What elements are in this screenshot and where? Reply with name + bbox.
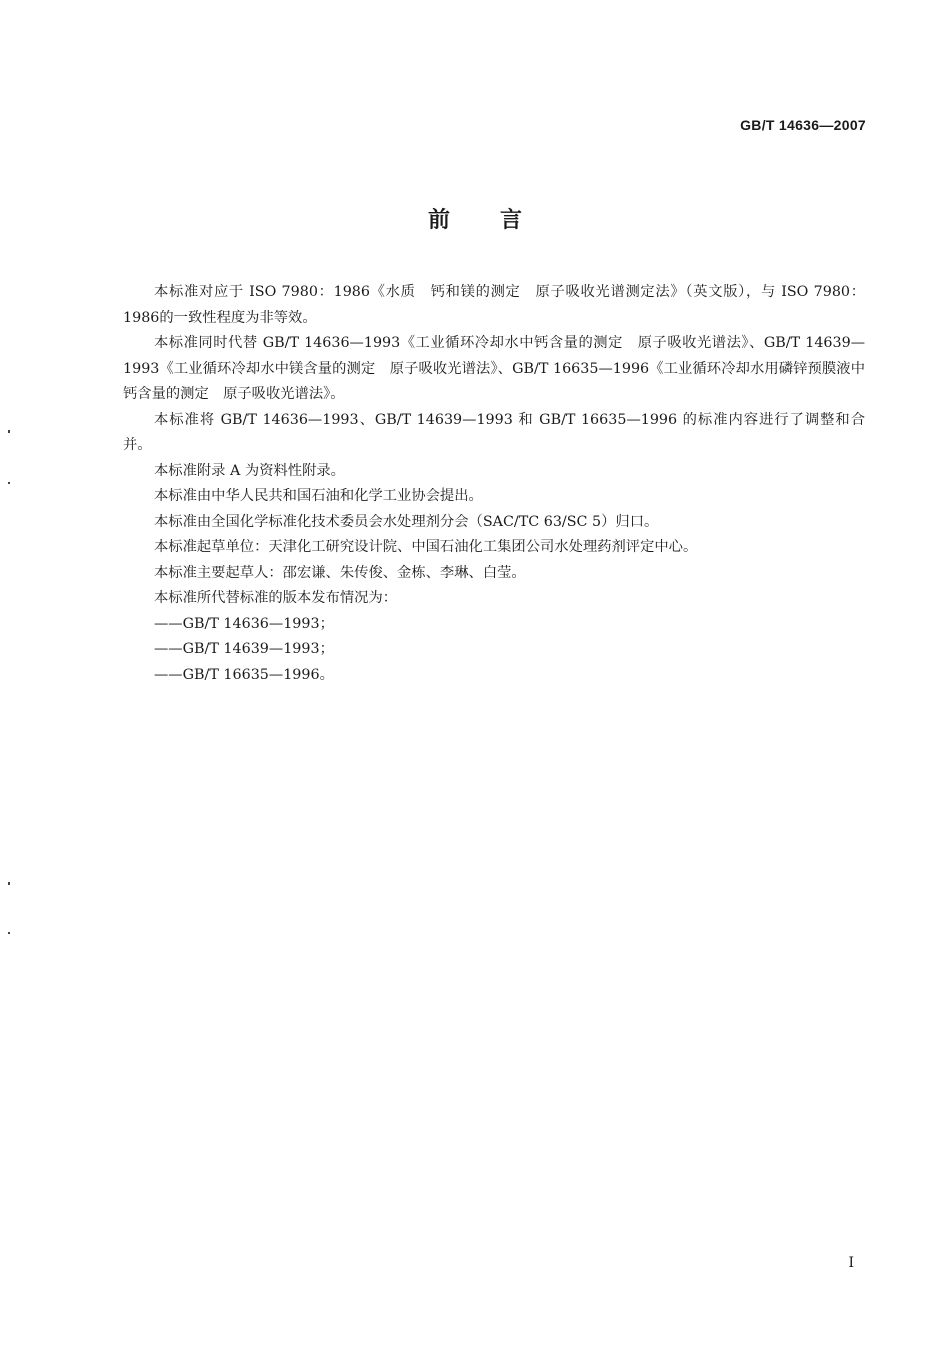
scan-speck [8,430,10,433]
standard-code: GB/T 14636—2007 [740,117,866,133]
paragraph-replaces: 本标准同时代替 GB/T 14636—1993《工业循环冷却水中钙含量的测定 原子吸收光谱法》、GB/T 14639—1993《工业循环冷却水中镁含量的测定 原子吸收光谱法》、GB/T 16635—1996《工业循环冷却水用磷锌预膜液中钙含量的测定 原子吸收光谱法》。 [123,335,865,402]
paragraph-centralized-by: 本标准由全国化学标准化技术委员会水处理剂分会（SAC/TC 63/SC 5）归口。 [154,513,659,530]
replaced-version-item: ——GB/T 16635—1996。 [154,666,334,683]
replaced-version-item: ——GB/T 14639—1993； [154,641,334,657]
scan-speck [8,882,10,885]
title-char-2: 言 [500,208,523,233]
replaced-version-item: ——GB/T 14636—1993； [154,615,334,632]
foreword-body [123,280,865,688]
paragraph-merge: 本标准将 GB/T 14636—1993、GB/T 14639—1993 和 GB/T 16635—1996 的标准内容进行了调整和合并。 [123,411,865,453]
paragraph-drafting-units: 本标准起草单位：天津化工研究设计院、中国石油化工集团公司水处理药剂评定中心。 [154,539,698,555]
scan-speck [8,932,10,934]
paragraph-version-history: 本标准所代替标准的版本发布情况为： [154,590,398,606]
paragraph-drafters: 本标准主要起草人：邵宏谦、朱传俊、金栋、李琳、白莹。 [154,564,526,581]
scan-speck [8,482,10,484]
title-char-1: 前 [427,208,450,233]
page-number: I [848,1255,854,1271]
page-title [0,203,950,234]
paragraph-proposed-by: 本标准由中华人民共和国石油和化学工业协会提出。 [154,488,483,504]
paragraph-correspondence: 本标准对应于 ISO 7980：1986《水质 钙和镁的测定 原子吸收光谱测定法》（英文版），与 ISO 7980：1986的一致性程度为非等效。 [123,284,865,326]
paragraph-appendix: 本标准附录 A 为资料性附录。 [154,462,345,479]
